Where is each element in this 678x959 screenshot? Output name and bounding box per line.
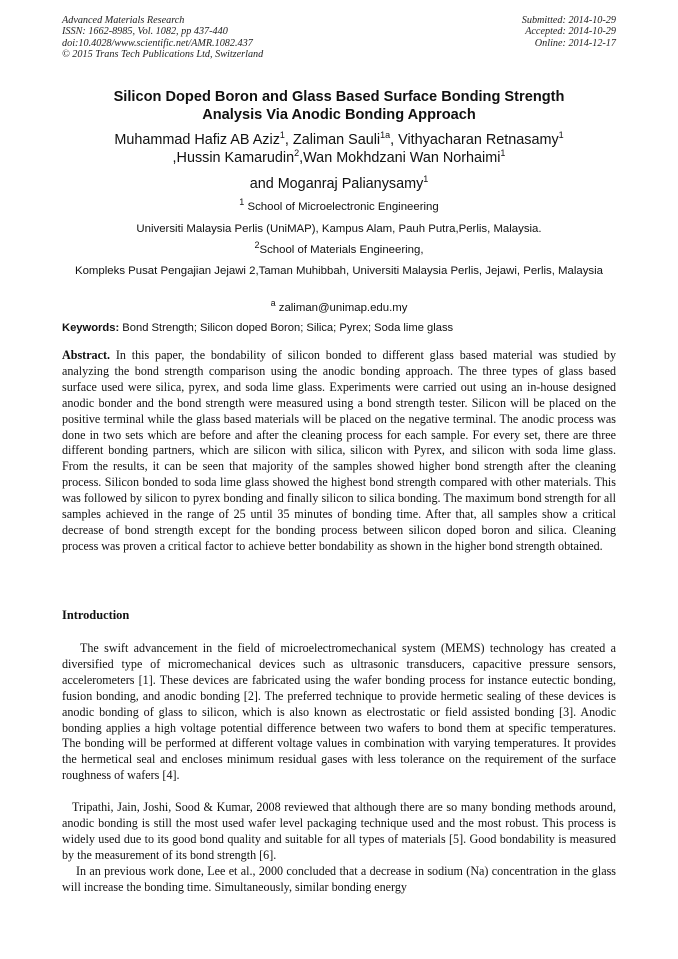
intro-paragraph-2: Tripathi, Jain, Joshi, Sood & Kumar, 2008 reviewed that although there are so many bonding methods around, anodic bonding is still the most used wafer level packaging technique used and the most robust. This process is widely used due to its good bond quality and suitable for all types of materials [5]. Good bondability is measured by the measurement of its bond strength [6]. [62,800,616,862]
affil-mark: 1 [239,197,245,208]
online-date: Online: 2014-12-17 [534,37,616,49]
email-mark: a [270,298,276,309]
author-name: ,Hussin Kamarudin [172,150,295,166]
author-affil-mark: 1 [423,174,429,185]
affiliation-text: School of Microelectronic Engineering [244,201,439,213]
affil-mark: 2 [254,240,260,251]
abstract [62,348,616,555]
author-affil-mark: 1 [500,148,506,159]
affiliation-1-address: Universiti Malaysia Perlis (UniMAP), Kampus Alam, Pauh Putra,Perlis, Malaysia. [136,223,542,235]
affiliation-2 [50,240,628,257]
author-affil-mark: 2 [294,148,300,159]
author-name: ,Wan Mokhdzani Wan Norhaimi [299,150,501,166]
journal-name: Advanced Materials Research [62,15,185,26]
accepted-date: Accepted: 2014-10-29 [525,26,616,38]
author-affil-mark: 1 [558,130,564,141]
author-line-1 [50,130,628,150]
journal-copyright: © 2015 Trans Tech Publications Ltd, Switzerland [62,49,264,61]
paper-title-line-1: Silicon Doped Boron and Glass Based Surface Bonding Strength [113,89,565,105]
intro-paragraph-3: In an previous work done, Lee et al., 2000 concluded that a decrease in sodium (Na) concentration in the glass will increase the bonding time. Simultaneously, similar bonding energy [62,864,616,894]
abstract-label: Abstract. [62,348,111,362]
author-name: , Zaliman Sauli [284,132,381,148]
corresponding-email [50,298,628,315]
intro-paragraph-1: The swift advancement in the field of microelectromechanical system (MEMS) technology has created a diversified type of micromechanical devices such as ultrasonic transducers, capacitive pressure sensors, accelerometers [1]. These devices are fabricated using the wafer bonding process for instance eutectic bonding, fusion bonding, and anodic bonding [2]. The preferred technique to provide hermetic sealing of these devices is anodic bonding of glass to silicon, which is also known as electrostatic or field assisted bonding [3]. Anodic bonding applies a high voltage potential difference between two wafers to bond them at specific temperatures. The bonding will be performed at different voltage values in combination with varying temperatures. It provides the hermetical seal and encloses minimum residual gases with less tolerance on the requirement of the surface roughness of wafers [4]. [62,641,616,783]
submitted-date: Submitted: 2014-10-29 [521,15,616,26]
author-name: , Vithyacharan Retnasamy [390,132,559,148]
keywords-text: Bond Strength; Silicon doped Boron; Silica; Pyrex; Soda lime glass [119,322,454,334]
affiliation-2-address: Kompleks Pusat Pengajian Jejawi 2,Taman Muhibbah, Universiti Malaysia Perlis, Jejawi, Perlis, Malaysia [75,265,603,277]
affiliation-1 [50,197,628,214]
affiliation-text: School of Materials Engineering, [259,244,424,256]
email-address: zaliman@unimap.edu.my [275,302,408,314]
journal-issn: ISSN: 1662-8985, Vol. 1082, pp 437-440 [62,26,228,38]
section-heading-introduction: Introduction [62,608,130,622]
journal-header-right [522,15,616,49]
journal-header-left [62,15,263,61]
author-affil-mark: 1 [279,130,285,141]
paper-title-line-2: Analysis Via Anodic Bonding Approach [202,107,476,123]
abstract-text: In this paper, the bondability of silicon bonded to different glass based material was studied by analyzing the bond strength comparison using the anodic bonding approach. The three types of glass based surface used were silica, pyrex, and soda lime glass. Experiments were carried out using an in-house designed anodic bonder and the bond strength were measured using a bond strength tester. Silicon will be placed on the positive terminal while the glass based materials will be placed on the negative terminal. The anodic process was done in two sets which are before and after the cleaning process for each sample. For every set, there are three different bonding partners, which are silicon with silica, silicon with Pyrex, and silicon with soda lime glass. From the results, it can be seen that majority of the samples showed higher bond strength after the cleaning process. Silicon bonded to soda lime glass showed the highest bond strength compared with other materials. This was followed by silicon to pyrex bonding and finally silicon to silica bonding. The maximum bond strength for all samples achieved in the range of 25 until 35 minutes of bonding time. After that, all samples show a critical decrease of bond strength except for the bonding process between silicon doped boron and silica. Cleaning process was proven a critical factor to achieve better bondability as shown in the higher bond strength obtained. [62,348,616,553]
author-name: Muhammad Hafiz AB Aziz [114,132,280,148]
author-line-2 [50,148,628,168]
journal-doi: doi:10.4028/www.scientific.net/AMR.1082.437 [62,37,253,49]
author-line-3 [50,174,628,194]
paper-title [50,88,628,124]
keywords [62,321,616,335]
keywords-label: Keywords: [62,322,120,334]
author-name: and Moganraj Palianysamy [249,176,424,192]
author-affil-mark: 1a [380,130,391,141]
